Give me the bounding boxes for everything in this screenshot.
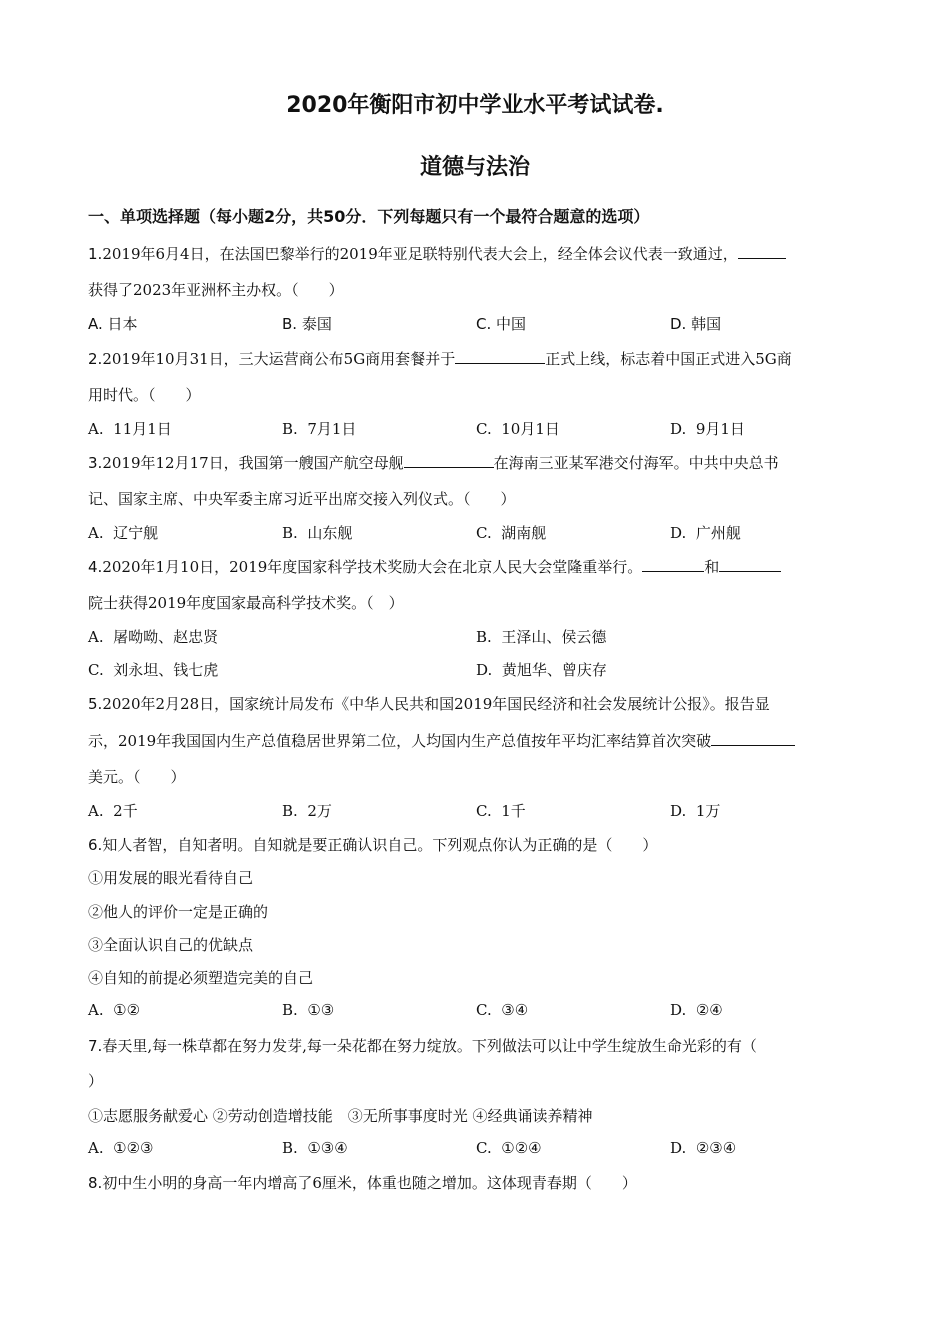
option-a: A. 日本 xyxy=(88,315,138,333)
option-b: B. 山东舰 xyxy=(282,524,353,542)
exam-subject: 道德与法治 xyxy=(419,155,530,180)
statement-item: ④自知的前提必须塑造完美的自己 xyxy=(88,969,314,987)
statement-item: ②他人的评价一定是正确的 xyxy=(88,903,269,921)
statement-items: ①志愿服务献爱心 ②劳动创造增技能 ③无所事事度时光 ④经典诵读养精神 xyxy=(88,1107,593,1125)
answer-blank xyxy=(738,244,786,259)
option-b: B. ①③ xyxy=(282,1001,335,1019)
option-c: C. ①②④ xyxy=(476,1139,542,1157)
option-d: D. 1万 xyxy=(670,802,721,820)
answer-blank xyxy=(404,453,494,468)
question-5-cont2: 美元。（ ） xyxy=(88,768,186,786)
option-d: D. 黄旭华、曾庆存 xyxy=(476,661,607,679)
question-1-cont: 获得了2023年亚洲杯主办权。（ ） xyxy=(88,281,344,299)
option-d: D. ②③④ xyxy=(670,1139,737,1157)
question-4-cont: 院士获得2019年度国家最高科学技术奖。（ ） xyxy=(88,594,404,612)
question-3-cont: 记、国家主席、中央军委主席习近平出席交接入列仪式。（ ） xyxy=(88,490,516,508)
statement-item: ①用发展的眼光看待自己 xyxy=(88,869,254,887)
section-heading: 一、单项选择题（每小题2分，共50分．下列每题只有一个最符合题意的选项） xyxy=(88,207,650,226)
option-b: B. 2万 xyxy=(282,802,332,820)
answer-blank xyxy=(719,557,781,572)
option-a: A. 屠呦呦、赵忠贤 xyxy=(88,628,219,646)
answer-blank xyxy=(711,731,795,746)
option-a: A. 辽宁舰 xyxy=(88,524,159,542)
answer-blank xyxy=(642,557,704,572)
statement-item: ③全面认识自己的优缺点 xyxy=(88,936,254,954)
question-5-cont: 示，2019年我国国内生产总值稳居世界第二位，人均国内生产总值按年平均汇率结算首次突破 xyxy=(88,730,795,751)
question-4: 4.2020年1月10日，2019年度国家科学技术奖励大会在北京人民大会堂隆重举行。 和 xyxy=(88,556,781,577)
option-a: A. ①② xyxy=(88,1001,141,1019)
option-a: A. 2千 xyxy=(88,802,138,820)
option-b: B. 王泽山、侯云德 xyxy=(476,628,607,646)
question-3: 3.2019年12月17日，我国第一艘国产航空母舰 在海南三亚某军港交付海军。中共中央总书 xyxy=(88,454,779,472)
question-2-cont: 用时代。（ ） xyxy=(88,386,201,404)
question-7-cont: ） xyxy=(88,1072,104,1090)
option-c: C. 1千 xyxy=(476,802,526,820)
question-5: 5.2020年2月28日，国家统计局发布《中华人民共和国2019年国民经济和社会发展统计公报》。报告显 xyxy=(88,695,770,713)
option-b: B. ①③④ xyxy=(282,1139,348,1157)
answer-blank xyxy=(455,349,545,364)
option-c: C. 湖南舰 xyxy=(476,524,547,542)
option-c: C. 10月1日 xyxy=(476,420,560,438)
option-b: B. 泰国 xyxy=(282,315,332,333)
option-c: C. 刘永坦、钱七虎 xyxy=(88,661,219,679)
question-2: 2.2019年10月31日，三大运营商公布5G商用套餐并于 正式上线，标志着中国正式进入5G商 xyxy=(88,350,792,368)
option-a: A. 11月1日 xyxy=(88,420,172,438)
option-d: D. 韩国 xyxy=(670,315,722,333)
option-c: C. 中国 xyxy=(476,315,527,333)
option-b: B. 7月1日 xyxy=(282,420,357,438)
question-number: 1. xyxy=(88,245,103,263)
option-d: D. ②④ xyxy=(670,1001,723,1019)
exam-title: 2020年衡阳市初中学业水平考试试卷. xyxy=(286,93,664,118)
option-c: C. ③④ xyxy=(476,1001,529,1019)
question-8: 8.初中生小明的身高一年内增高了6厘米，体重也随之增加。这体现青春期（ ） xyxy=(88,1174,637,1192)
option-d: D. 广州舰 xyxy=(670,524,741,542)
question-1 xyxy=(88,243,786,264)
option-d: D. 9月1日 xyxy=(670,420,745,438)
question-6: 6.知人者智，自知者明。自知就是要正确认识自己。下列观点你认为正确的是（ ） xyxy=(88,836,658,854)
question-7: 7.春天里,每一株草都在努力发芽,每一朵花都在努力绽放。下列做法可以让中学生绽放生命光彩的有（ xyxy=(88,1037,757,1055)
question-text: 2019年6月4日，在法国巴黎举行的2019年亚足联特别代表大会上，经全体会议代表一致通过， xyxy=(102,245,738,263)
option-a: A. ①②③ xyxy=(88,1139,154,1157)
